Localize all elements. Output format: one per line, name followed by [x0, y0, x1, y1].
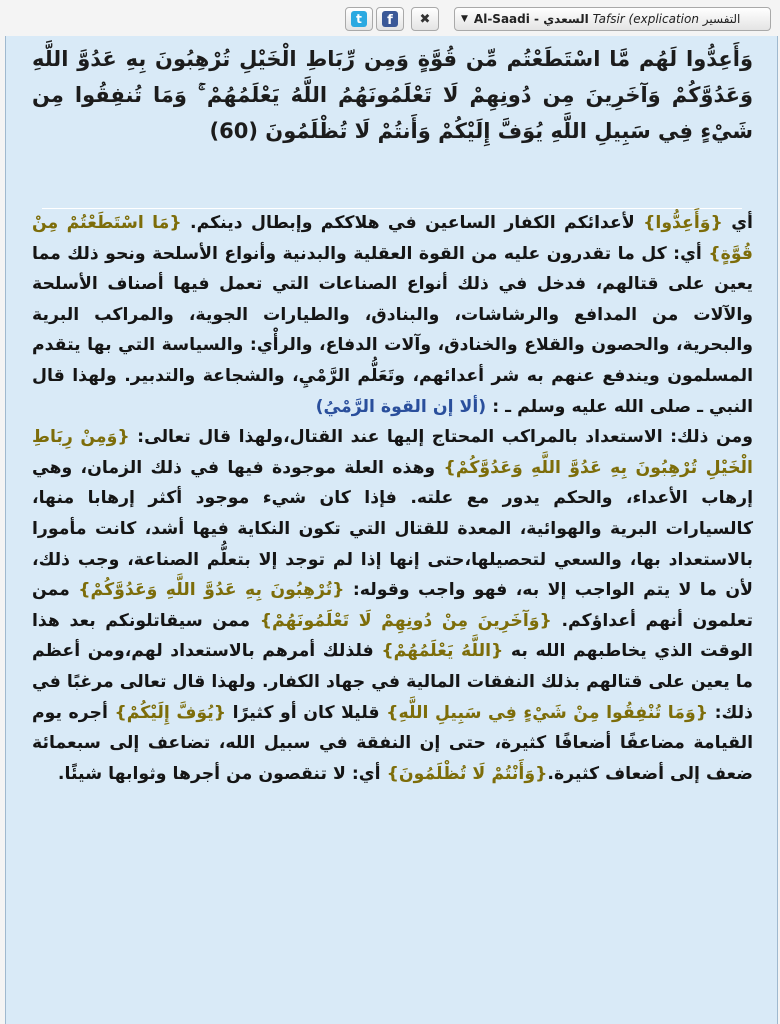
quran-quote: {مَا اسْتَطَعْتُمْ مِنْ قُوَّةٍ} [32, 213, 753, 264]
facebook-icon: f [382, 11, 398, 27]
quran-quote: {وَمِنْ رِبَاطِ الْخَيْلِ تُرْهِبُونَ بِهِ عَدُوَّ اللَّهِ وَعَدُوَّكُمْ} [32, 427, 753, 478]
tafsir-segment: وهذه العلة موجودة فيها في ذلك الزمان، وهي إرهاب الأعداء، والحكم يدور مع علته. فإذا كان شيء موجود أكثر إرهابا منها، كالسيارات البرية والهوائية، المعدة للقتال التي تكون النكاية فيها أشد، كانت مأمورا بالاستعداد بها، والسعي لتحصيلها،حتى إنها إذا لم توجد إلا بتعلُّم الصناعة، وجب ذلك، لأن ما لا يتم الواجب إلا به، فهو واجب وقوله: [32, 457, 753, 601]
tafsir-segment: ممن تعلمون أنهم أعداؤكم. [32, 580, 753, 631]
tafsir-text [32, 208, 753, 789]
tafsir-select-italic: Tafsir (explication [592, 12, 699, 26]
quran-quote: {وَآخَرِينَ مِنْ دُونِهِمْ لَا تَعْلَمُونَهُمْ} [259, 610, 552, 631]
chevron-down-icon: ▼ [461, 14, 468, 24]
quran-quote: {اللَّهُ يَعْلَمُهُمْ} [381, 641, 504, 662]
tafsir-segment: ممن سيقاتلونكم بعد هذا الوقت الذي يخاطبهم الله به [32, 610, 753, 662]
tafsir-segment: أي [731, 213, 753, 233]
tafsir-segment: ومن ذلك: الاستعداد بالمراكب المحتاج إليها عند القتال،ولهذا قال تعالى: [137, 427, 753, 448]
close-icon: ✖ [419, 11, 431, 27]
quran-quote: {وَمَا تُنْفِقُوا مِنْ شَيْءٍ فِي سَبِيلِ اللَّهِ} [386, 702, 709, 723]
facebook-share-button[interactable] [376, 7, 404, 31]
twitter-share-button[interactable] [345, 7, 373, 31]
tafsir-segment: قليلا كان أو كثيرًا [232, 702, 380, 723]
verse-text: وَأَعِدُّوا لَهُم مَّا اسْتَطَعْتُم مِّن قُوَّةٍ وَمِن رِّبَاطِ الْخَيْلِ تُرْهِبُونَ بِهِ عَدُوَّ اللَّهِ وَعَدُوَّكُمْ وَآخَرِينَ مِن دُونِهِمْ لَا تَعْلَمُونَهُمُ اللَّهُ يَعْلَمُهُمْ ۚ وَمَا تُنفِقُوا مِن شَيْءٍ فِي سَبِيلِ اللَّهِ يُوَفَّ إِلَيْكُمْ وَأَنتُمْ لَا تُظْلَمُونَ (60) [32, 47, 753, 143]
tafsir-segment: أي: كل ما تقدرون عليه من القوة العقلية والبدنية وأنواع الأسلحة ونحو ذلك مما يعين على قتالهم، فدخل في ذلك أنواع الصناعات التي تعمل فيها أصناف الأسلحة والآلات من المدافع والرشاشات، والبنادق، والطيارات الجوية، والمراكب البرية والبحرية، والحصون والقلاع والخنادق، وآلات الدفاع، والرأْي: والسياسة التي بها يتقدم المسلمون ويندفع عنهم به شر أعدائهم، وتَعَلُّم الرَّمْيِ، والشجاعة والتدبير. ولهذا قال النبي ـ صلى الله عليه وسلم ـ : [32, 243, 753, 417]
toolbar [0, 0, 780, 36]
hadith-quote: (ألا إن القوة الرَّمْيُ) [315, 396, 487, 417]
close-button[interactable] [411, 7, 439, 31]
tafsir-panel [5, 36, 778, 1024]
tafsir-segment: أي: لا تنقصون من أجرها وثوابها شيئًا. [57, 763, 381, 784]
tafsir-select[interactable] [454, 7, 771, 31]
quran-quote: {وَأَنْتُمْ لَا تُظْلَمُونَ} [386, 763, 548, 784]
tafsir-segment: أجره يوم القيامة مضاعفًا أضعافًا كثيرة، حتى إن النفقة في سبيل الله، تضاعف إلى سبعمائة ضعف إلى أضعاف كثيرة. [32, 702, 753, 784]
tafsir-select-arabic: التفسير [702, 12, 741, 26]
tafsir-select-label [474, 12, 740, 26]
twitter-icon: t [351, 11, 367, 27]
quran-quote: {وَأَعِدُّوا} [643, 213, 723, 233]
tafsir-segment: فلذلك أمرهم بالاستعداد لهم،ومن أعظم ما يعين على قتالهم بذلك النفقات المالية في جهاد الكفار. ولهذا قال تعالى مرغبًا في ذلك: [32, 641, 753, 723]
quran-quote: {تُرْهِبُونَ بِهِ عَدُوَّ اللَّهِ وَعَدُوَّكُمْ} [78, 580, 345, 601]
tafsir-segment: لأعدائكم الكفار الساعين في هلاككم وإبطال دينكم. [190, 213, 635, 233]
tafsir-select-bold: Al-Saadi - السعدي [473, 12, 589, 26]
quran-quote: {يُوَفَّ إِلَيْكُمْ} [114, 702, 227, 723]
